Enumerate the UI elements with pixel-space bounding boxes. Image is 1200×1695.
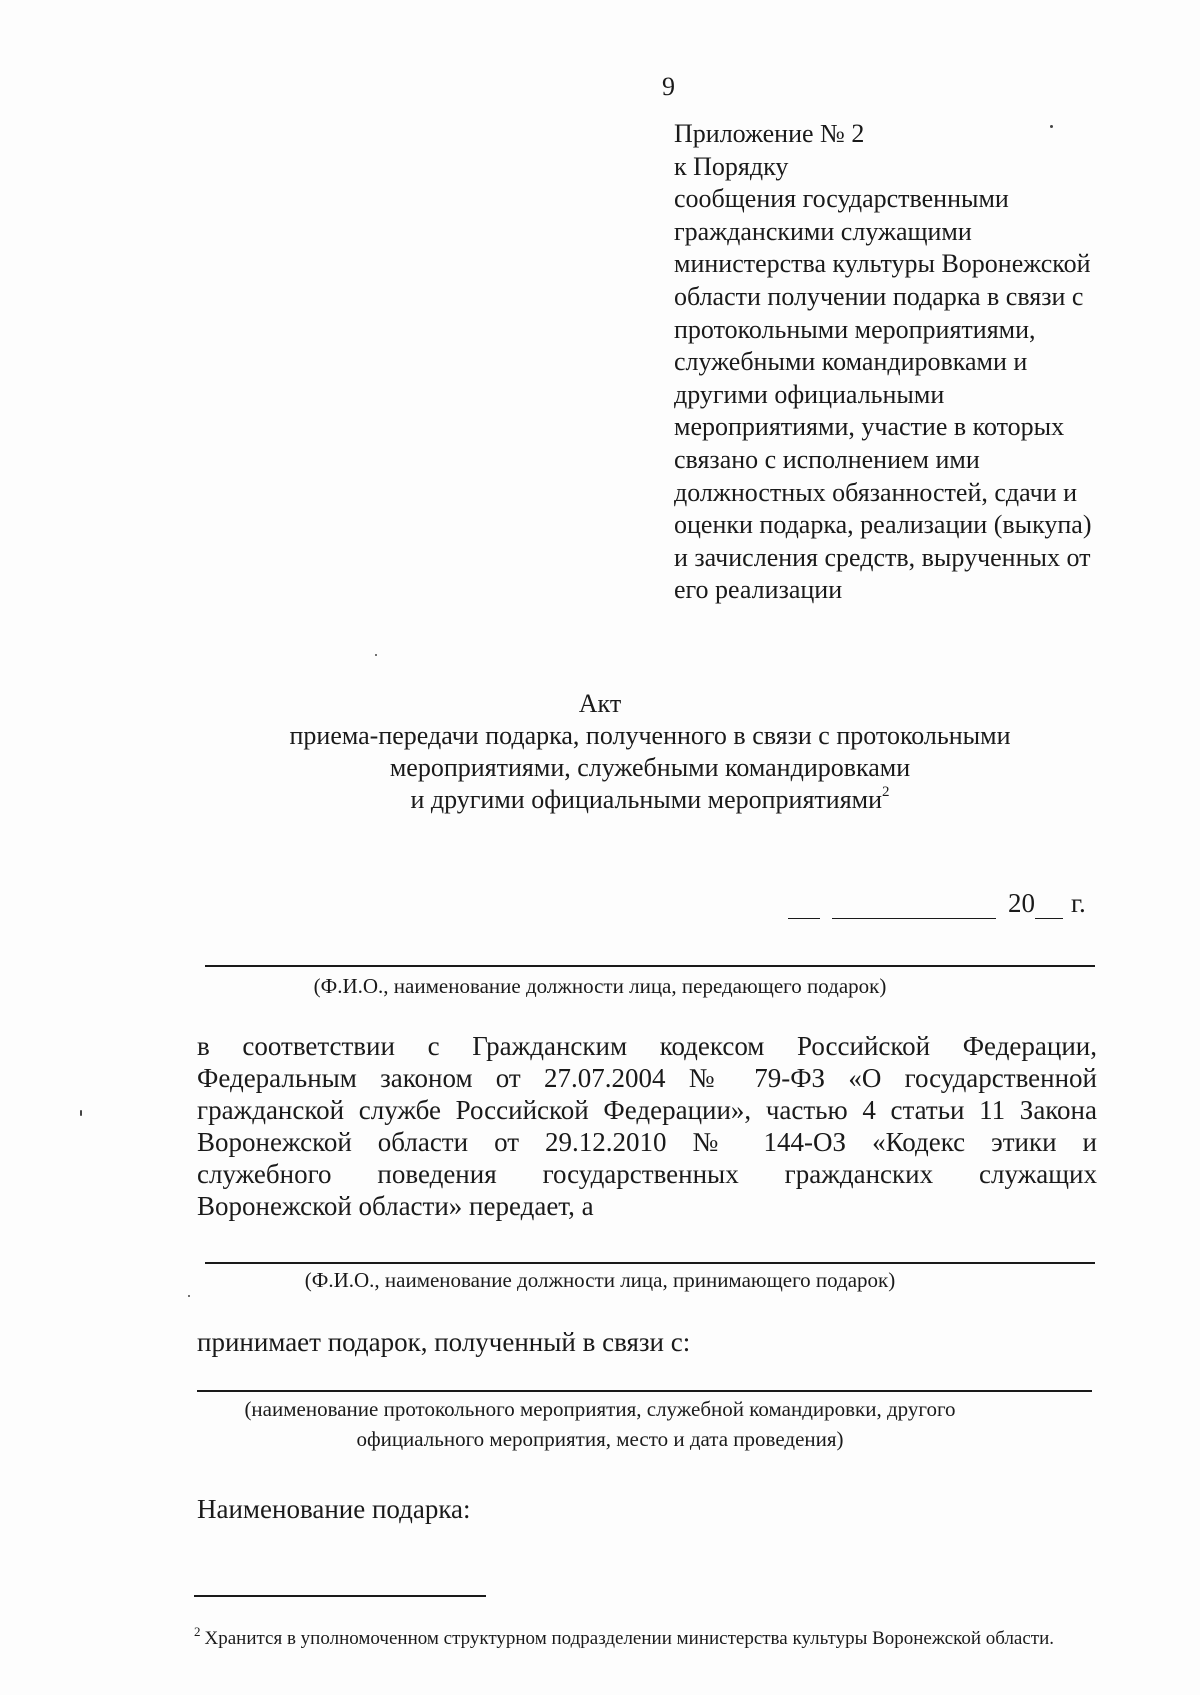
appendix-line: протокольными мероприятиями,: [674, 314, 1036, 344]
act-title: Акт: [578, 689, 622, 718]
giver-signature-line: [205, 965, 1095, 967]
giver-caption: (Ф.И.О., наименование должности лица, передающего подарок): [313, 974, 887, 998]
year-prefix: 20: [1008, 888, 1035, 918]
appendix-line: сообщения государственными: [674, 184, 1009, 214]
gift-name-label: Наименование подарка:: [197, 1494, 471, 1524]
appendix-line: и зачисления средств, вырученных от: [674, 542, 1091, 572]
body-line: в соответствии с Гражданским кодексом Российской Федерации,: [197, 1031, 1097, 1061]
act-subtitle: [0, 720, 1200, 816]
scan-speck: [375, 654, 377, 656]
appendix-line: Приложение № 2: [674, 119, 865, 148]
event-caption-line: официального мероприятия, место и дата проведения): [356, 1427, 844, 1451]
day-blank: [788, 895, 820, 919]
appendix-line: оценки подарка, реализации (выкупа): [674, 510, 1092, 540]
body-line: Воронежской области от 29.12.2010 № 144-ОЗ «Кодекс этики и: [197, 1127, 1097, 1157]
act-subtitle-text: и другими официальными мероприятиями: [410, 785, 883, 814]
appendix-line: должностных обязанностей, сдачи и: [674, 477, 1078, 507]
appendix-line: другими официальными: [674, 379, 945, 409]
receiver-caption: (Ф.И.О., наименование должности лица, принимающего подарок): [304, 1268, 896, 1292]
appendix-line: министерства культуры Воронежской: [674, 249, 1091, 279]
footnote: [194, 1624, 1055, 1651]
appendix-line: гражданскими служащими: [674, 216, 972, 246]
body-line: Федеральным законом от 27.07.2004 № 79-ФЗ «О государственной: [197, 1063, 1097, 1093]
act-subtitle-line: [0, 784, 1200, 816]
appendix-line: области получении подарка в связи с: [674, 281, 1084, 311]
body-line: гражданской службе Российской Федерации», частью 4 статьи 11 Закона: [197, 1095, 1097, 1125]
footnote-text: Хранится в уполномоченном структурном подразделении министерства культуры Воронежской области.: [204, 1628, 1055, 1649]
act-subtitle-line: мероприятиями, служебными командировками: [389, 753, 911, 782]
appendix-line: к Порядку: [674, 151, 789, 181]
body-line: Воронежской области» передает, а: [197, 1191, 594, 1221]
event-caption-line: (наименование протокольного мероприятия, служебной командировки, другого: [244, 1397, 956, 1421]
accepts-text: принимает подарок, полученный в связи с:: [197, 1327, 691, 1357]
date-line: [788, 887, 1086, 919]
act-subtitle-line: приема-передачи подарка, полученного в связи с протокольными: [289, 721, 1011, 750]
appendix-line: мероприятиями, участие в которых: [674, 412, 1065, 442]
appendix-line: служебными командировками и: [674, 347, 1028, 377]
appendix-line: связано с исполнением ими: [674, 444, 980, 474]
month-blank: [832, 895, 996, 919]
appendix-line: его реализации: [674, 575, 843, 605]
footnote-mark: 2: [194, 1624, 201, 1639]
footnote-reference: 2: [882, 784, 890, 800]
appendix-header: [674, 118, 1154, 607]
year-suffix: г.: [1071, 888, 1086, 918]
scan-speck: [80, 1110, 82, 1116]
scan-speck: [188, 1295, 190, 1297]
scan-speck: [1050, 125, 1053, 128]
page-number: 9: [662, 72, 675, 101]
year-blank: [1035, 895, 1063, 919]
footnote-separator: [194, 1595, 486, 1597]
act-body-paragraph: [197, 1030, 1097, 1222]
event-line: [197, 1390, 1092, 1392]
receiver-signature-line: [205, 1262, 1095, 1264]
body-line: служебного поведения государственных гражданских служащих: [197, 1159, 1097, 1189]
